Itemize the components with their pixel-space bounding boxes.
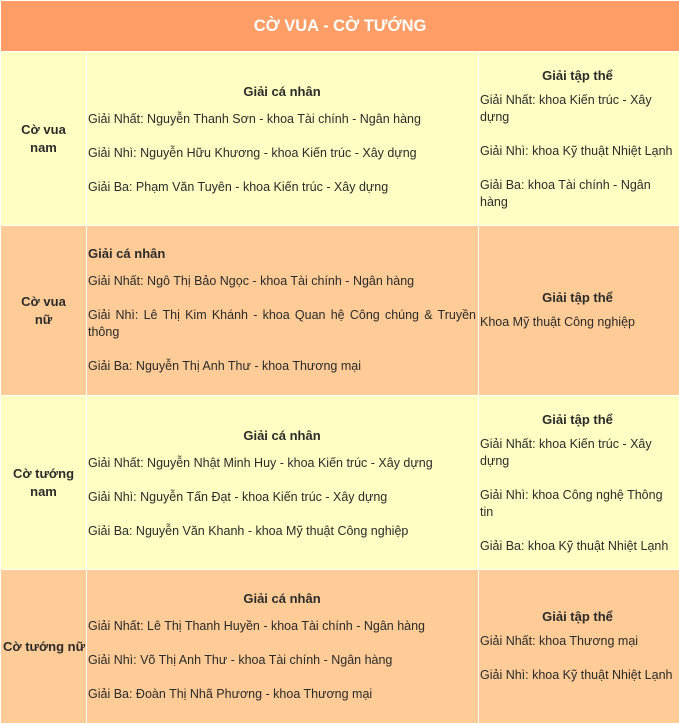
category-cell	[1, 570, 87, 724]
prize-item: Giải Ba: Nguyễn Thị Anh Thư - khoa Thương mại	[88, 358, 476, 375]
team-prize-item: Giải Nhì: khoa Công nghệ Thông tin	[480, 487, 675, 521]
individual-heading: Giải cá nhân	[88, 591, 476, 606]
prize-item: Giải Nhì: Võ Thị Anh Thư - khoa Tài chính - Ngân hàng	[88, 652, 476, 669]
individual-heading: Giải cá nhân	[88, 84, 476, 99]
prize-item: Giải Nhì: Lê Thị Kim Khánh - khoa Quan hệ Công chúng & Truyền thông	[88, 307, 476, 341]
prize-item: Giải Nhì: Nguyễn Tấn Đạt - khoa Kiến trúc - Xây dựng	[88, 489, 476, 506]
individual-heading: Giải cá nhân	[88, 246, 476, 261]
team-heading: Giải tập thể	[480, 609, 675, 624]
prize-item: Giải Ba: Phạm Văn Tuyên - khoa Kiến trúc - Xây dựng	[88, 179, 476, 196]
team-prize-item: Khoa Mỹ thuật Công nghiệp	[480, 314, 675, 331]
team-heading: Giải tập thể	[480, 412, 675, 427]
individual-prize-cell	[87, 52, 479, 226]
prize-item: Giải Nhì: Nguyễn Hữu Khương - khoa Kiến trúc - Xây dựng	[88, 145, 476, 162]
category-label: Cờ tướng nữ	[1, 638, 87, 656]
team-heading: Giải tập thể	[480, 290, 675, 305]
individual-prize-cell	[87, 226, 479, 396]
team-prize-item: Giải Ba: khoa Kỹ thuật Nhiệt Lạnh	[480, 538, 675, 555]
team-prize-item: Giải Nhì: khoa Kỹ thuật Nhiệt Lạnh	[480, 143, 675, 160]
category-label: Cờ vua nữ	[14, 293, 74, 329]
title-row	[1, 1, 679, 52]
prize-item: Giải Nhất: Ngô Thị Bảo Ngọc - khoa Tài chính - Ngân hàng	[88, 273, 476, 290]
prize-item: Giải Nhất: Lê Thị Thanh Huyền - khoa Tài chính - Ngân hàng	[88, 618, 476, 635]
team-prize-item: Giải Nhất: khoa Thương mại	[480, 633, 675, 650]
team-prize-item: Giải Nhất: khoa Kiến trúc - Xây dựng	[480, 436, 675, 470]
team-prize-cell	[479, 570, 679, 724]
team-heading: Giải tập thể	[480, 68, 675, 83]
category-cell	[1, 52, 87, 226]
prize-item: Giải Nhất: Nguyễn Thanh Sơn - khoa Tài chính - Ngân hàng	[88, 111, 476, 128]
category-cell	[1, 396, 87, 570]
table-row	[1, 570, 679, 724]
team-prize-cell	[479, 226, 679, 396]
table-row	[1, 52, 679, 226]
prize-item: Giải Ba: Nguyễn Văn Khanh - khoa Mỹ thuật Công nghiệp	[88, 523, 476, 540]
prize-item: Giải Nhất: Nguyễn Nhật Minh Huy - khoa Kiến trúc - Xây dựng	[88, 455, 476, 472]
category-label: Cờ tướng nam	[9, 465, 79, 501]
page-title: CỜ VUA - CỜ TƯỚNG	[1, 1, 679, 52]
table-row	[1, 396, 679, 570]
team-prize-cell	[479, 52, 679, 226]
team-prize-item: Giải Nhì: khoa Kỹ thuật Nhiệt Lạnh	[480, 667, 675, 684]
individual-prize-cell	[87, 570, 479, 724]
team-prize-item: Giải Nhất: khoa Kiến trúc - Xây dựng	[480, 92, 675, 126]
team-prize-item: Giải Ba: khoa Tài chính - Ngân hàng	[480, 177, 675, 211]
team-prize-cell	[479, 396, 679, 570]
category-label: Cờ vua nam	[14, 121, 74, 157]
prize-item: Giải Ba: Đoàn Thị Nhã Phương - khoa Thương mại	[88, 686, 476, 703]
individual-prize-cell	[87, 396, 479, 570]
category-cell	[1, 226, 87, 396]
table-row	[1, 226, 679, 396]
individual-heading: Giải cá nhân	[88, 428, 476, 443]
